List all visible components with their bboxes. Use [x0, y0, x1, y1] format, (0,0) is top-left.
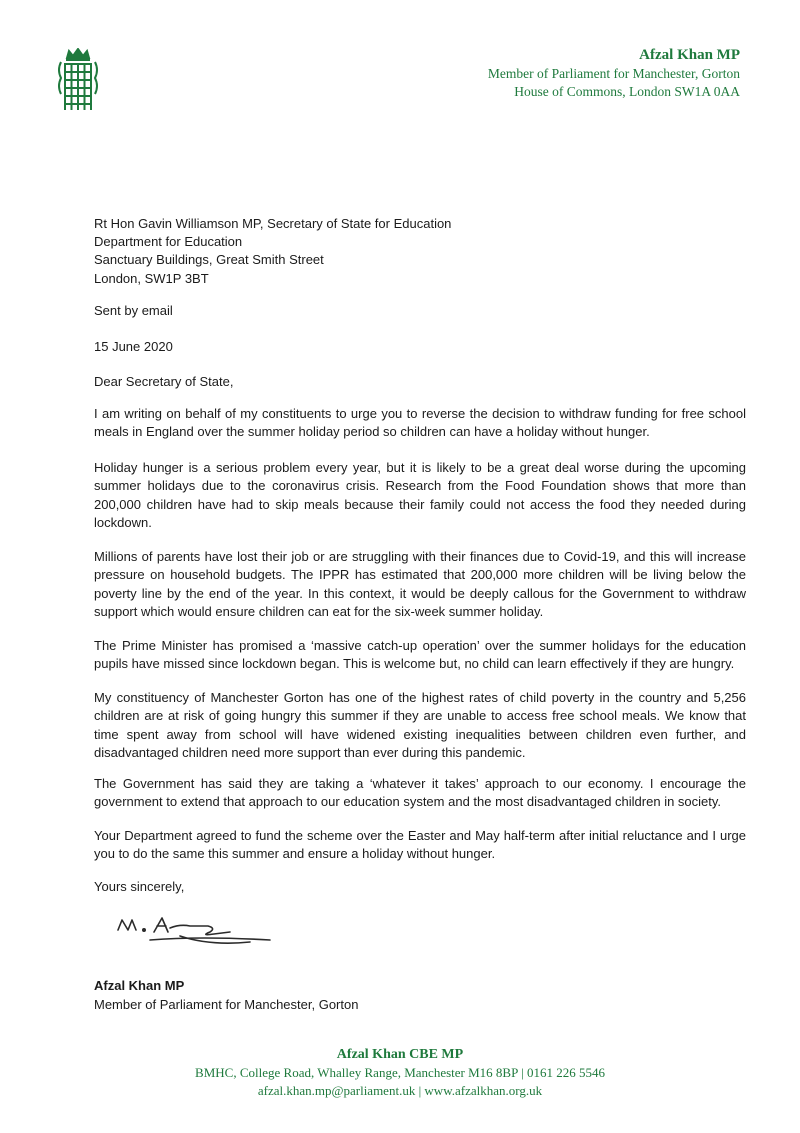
signer-title: Member of Parliament for Manchester, Gorton: [94, 996, 359, 1012]
recipient-address: [94, 215, 746, 288]
body-paragraph: Holiday hunger is a serious problem every year, but it is likely to be a great deal worse during the upcoming summer holidays due to the coronavirus crisis. Research from the Food Foundation shows that more than 200,000 children have had to skip meals because their family could not access the food they needed during lockdown.: [94, 460, 746, 531]
signer-name: Afzal Khan MP: [94, 978, 185, 993]
body-paragraph: Your Department agreed to fund the scheme over the Easter and May half-term after initial reluctance and I urge you to do the same this summer and ensure a holiday without hunger.: [94, 828, 746, 862]
footer-name: Afzal Khan CBE MP: [336, 1047, 464, 1062]
letterhead-address: House of Commons, London SW1A 0AA: [514, 84, 740, 99]
recipient-line: Department for Education: [94, 234, 243, 250]
letter-footer: [0, 1046, 800, 1100]
body-paragraph: Millions of parents have lost their job or are struggling with their finances due to Covid-19, and this will increase pressure on household budgets. The IPPR has estimated that 200,000 more children will be living below the poverty line by the end of the year. In this context, it would be deeply callous for the Government to withdraw support which would ensure children can eat for the six-week summer holiday.: [94, 549, 746, 620]
body-paragraph: My constituency of Manchester Gorton has one of the highest rates of child poverty in the country and 5,256 children are at risk of going hungry this summer if they are unable to access free school meals. We know that time spent away from school will have widened existing inequalities between children even further, and disadvantaged children need more support than ever during this pandemic.: [94, 690, 746, 761]
body-paragraph: The Government has said they are taking a ‘whatever it takes’ approach to our economy. I encourage the government to extend that approach to our education system and the most disadvantaged children in society.: [94, 776, 746, 810]
signer-block: [94, 977, 358, 1014]
recipient-line: Sanctuary Buildings, Great Smith Street: [94, 252, 324, 268]
body-paragraph: I am writing on behalf of my constituents to urge you to reverse the decision to withdraw funding for free school meals in England over the summer holiday period so children can have a holiday without hunger.: [94, 406, 746, 440]
sent-by: Sent by email: [94, 303, 173, 318]
recipient-line: Rt Hon Gavin Williamson MP, Secretary of State for Education: [94, 216, 452, 231]
recipient-line: London, SW1P 3BT: [94, 270, 209, 286]
letterhead-constituency: Member of Parliament for Manchester, Gorton: [487, 66, 740, 81]
closing: Yours sincerely,: [94, 879, 185, 894]
portcullis-icon: [55, 48, 101, 116]
salutation: Dear Secretary of State,: [94, 374, 234, 389]
footer-address: BMHC, College Road, Whalley Range, Manchester M16 8BP | 0161 226 5546: [195, 1065, 605, 1080]
body-paragraph: The Prime Minister has promised a ‘massive catch-up operation’ over the summer holidays for the education pupils have missed since lockdown began. This is welcome but, no child can learn effectively if they are hungry.: [94, 638, 746, 672]
letter-date: 15 June 2020: [94, 339, 173, 354]
letterhead-name: Afzal Khan MP: [639, 47, 740, 63]
signature: [110, 906, 280, 952]
letterhead: [488, 46, 740, 101]
footer-contact: afzal.khan.mp@parliament.uk | www.afzalkhan.org.uk: [257, 1083, 543, 1098]
